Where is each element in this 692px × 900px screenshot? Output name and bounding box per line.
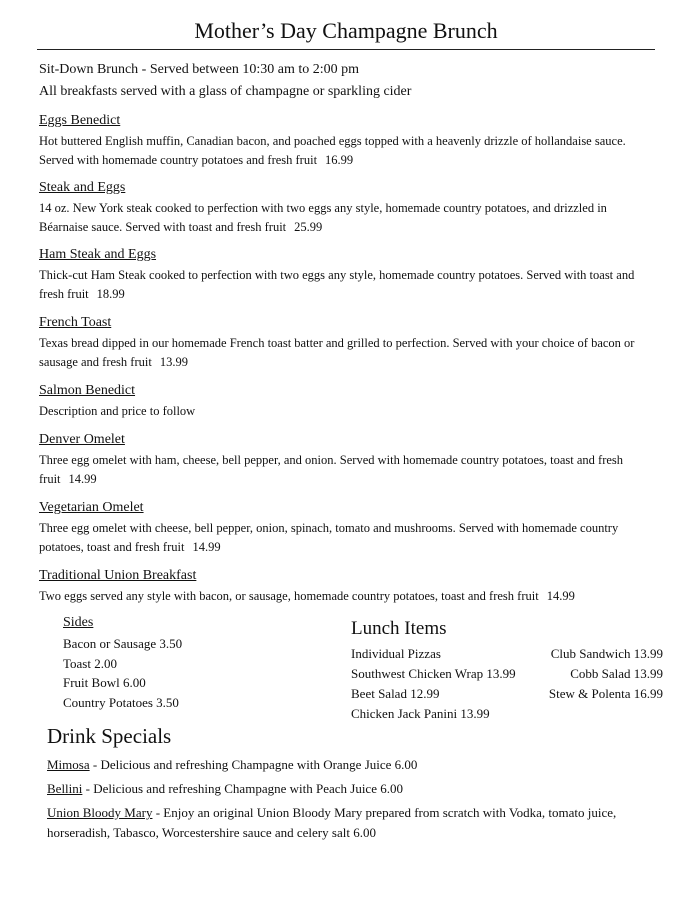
lunch-row <box>351 704 663 724</box>
menu-item <box>39 246 649 304</box>
lunch-item: Chicken Jack Panini 13.99 <box>351 706 490 721</box>
menu-item-description: Three egg omelet with cheese, bell pepper, onion, spinach, tomato and mushrooms. Served with homemade country potatoes, toast and fresh fruit 14.99 <box>39 521 619 554</box>
menu-item <box>39 314 649 372</box>
menu-item-name: Salmon Benedict <box>39 383 136 398</box>
menu-item-price: 13.99 <box>159 355 188 369</box>
drink-name: Union Bloody Mary <box>47 805 153 820</box>
sides-heading: Sides <box>63 615 94 630</box>
menu-item-description: Hot buttered English muffin, Canadian bacon, and poached eggs topped with a heavenly drizzle of hollandaise sauce. Served with homemade country potatoes and fresh fruit 16.99 <box>39 134 626 167</box>
drinks-heading: Drink Specials <box>47 724 172 748</box>
menu-item <box>39 179 649 237</box>
menu-item <box>39 382 649 421</box>
drink-item <box>47 755 667 775</box>
menu-item-price: 14.99 <box>192 540 221 554</box>
lunch-row <box>351 664 663 684</box>
lunch-heading: Lunch Items <box>351 618 447 639</box>
drink-description: - Enjoy an original Union Bloody Mary prepared from scratch with Vodka, tomato juice, horseradish, Tabasco, Worcestershire sauce and celery salt 6.00 <box>47 805 617 840</box>
menu-item-price: 14.99 <box>546 589 575 603</box>
side-item: Country Potatoes 3.50 <box>63 694 179 710</box>
lunch-row <box>351 644 663 664</box>
intro-line-2: All breakfasts served with a glass of champagne or sparkling cider <box>39 84 412 99</box>
lunch-item: Stew & Polenta 16.99 <box>548 686 663 701</box>
drink-name: Mimosa <box>47 757 90 772</box>
menu-item-description: Three egg omelet with ham, cheese, bell pepper, and onion. Served with homemade country potatoes, toast and fresh fruit 14.99 <box>39 453 624 486</box>
drink-description: - Delicious and refreshing Champagne with Peach Juice 6.00 <box>82 781 403 796</box>
menu-item-description: Two eggs served any style with bacon, or sausage, homemade country potatoes, toast and fresh fruit 14.99 <box>39 589 575 603</box>
drink-description: - Delicious and refreshing Champagne with Orange Juice 6.00 <box>89 757 418 772</box>
lunch-section <box>351 618 671 724</box>
menu-item-name: Denver Omelet <box>39 432 125 447</box>
drink-item <box>47 779 667 799</box>
menu-item-name: Vegetarian Omelet <box>39 500 144 515</box>
title-divider <box>37 49 655 50</box>
menu-item-description: Description and price to follow <box>39 404 196 418</box>
menu-item <box>39 431 649 489</box>
menu-item <box>39 567 649 606</box>
page-title: Mother’s Day Champagne Brunch <box>194 18 498 43</box>
menu-item-price: 14.99 <box>68 472 97 486</box>
menu-item <box>39 112 649 170</box>
intro-line-1: Sit-Down Brunch - Served between 10:30 am to 2:00 pm <box>39 62 360 77</box>
lunch-item: Beet Salad 12.99 <box>351 686 440 701</box>
side-item: Bacon or Sausage 3.50 <box>63 636 183 651</box>
menu-item-name: Eggs Benedict <box>39 113 121 128</box>
sides-section <box>63 615 263 712</box>
menu-item-price: 25.99 <box>294 220 323 234</box>
lunch-item: Southwest Chicken Wrap 13.99 <box>351 666 516 681</box>
lunch-item: Cobb Salad 13.99 <box>570 666 663 681</box>
drink-item <box>47 803 667 843</box>
menu-item-name: Ham Steak and Eggs <box>39 247 157 262</box>
drinks-section <box>47 724 667 847</box>
menu-item-description: 14 oz. New York steak cooked to perfection with two eggs any style, homemade country potatoes, and drizzled in Béarnaise sauce. Served with toast and fresh fruit 25.99 <box>39 201 607 234</box>
menu-item-name: French Toast <box>39 315 112 330</box>
side-item: Toast 2.00 <box>63 655 117 671</box>
menu-item-description: Texas bread dipped in our homemade French toast batter and grilled to perfection. Served with your choice of bacon or sausage and fresh fruit 13.99 <box>39 336 635 369</box>
menu-item-price: 18.99 <box>96 287 125 301</box>
menu-item-description: Thick-cut Ham Steak cooked to perfection with two eggs any style, homemade country potatoes. Served with toast and fresh fruit 18.99 <box>39 268 635 301</box>
lunch-item: Club Sandwich 13.99 <box>550 646 663 661</box>
lunch-item: Individual Pizzas <box>351 646 441 661</box>
side-item: Fruit Bowl 6.00 <box>63 675 146 690</box>
menu-item-name: Traditional Union Breakfast <box>39 568 197 583</box>
lunch-row <box>351 684 663 704</box>
menu-item-price: 16.99 <box>325 153 354 167</box>
menu-item-name: Steak and Eggs <box>39 180 126 195</box>
drink-name: Bellini <box>47 781 83 796</box>
menu-item <box>39 499 649 557</box>
